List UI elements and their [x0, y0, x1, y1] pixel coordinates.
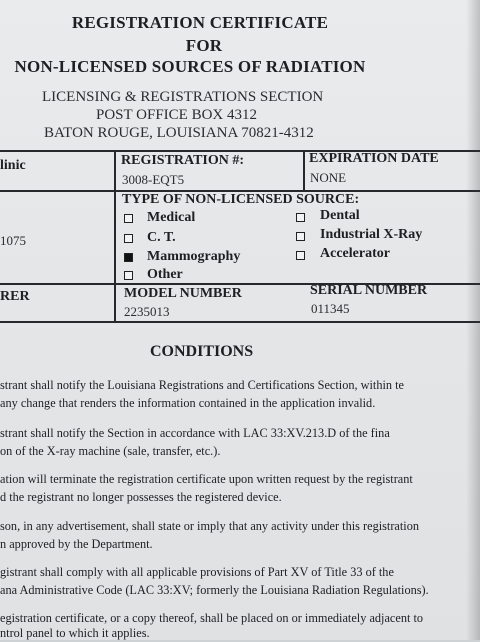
page-edge-shadow: [466, 0, 480, 640]
condition-1-line-2: any change that renders the information contained in the application invalid.: [0, 396, 376, 410]
form-column-divider-left: [114, 150, 116, 321]
address-line-2: POST OFFICE BOX 4312: [96, 107, 258, 123]
condition-4-line-2: n approved by the Department.: [0, 537, 153, 551]
expiration-date-value: NONE: [310, 170, 347, 185]
source-type-label: TYPE OF NON-LICENSED SOURCE:: [122, 192, 360, 207]
address-line-1: LICENSING & REGISTRATIONS SECTION: [42, 89, 324, 105]
accelerator-checkbox: [296, 251, 305, 260]
title-line-1: REGISTRATION CERTIFICATE: [71, 13, 329, 32]
condition-6-line-1: egistration certificate, or a copy thereof, shall be placed on or immediately adjacent to: [0, 611, 424, 625]
title-line-2: FOR: [185, 36, 223, 55]
condition-2-line-2: on of the X-ray machine (sale, transfer, etc.).: [0, 444, 221, 458]
dental-checkbox: [296, 213, 305, 222]
condition-5-line-2: ana Administrative Code (LAC 33:XV; formerly the Louisiana Radiation Regulations).: [0, 583, 429, 597]
industrial-xray-option-label: Industrial X-Ray: [320, 227, 423, 242]
mammography-checkbox: [124, 253, 133, 262]
condition-3-line-2: d the registrant no longer possesses the registered device.: [0, 490, 282, 504]
mammography-option-label: Mammography: [147, 249, 241, 264]
ct-option-label: C. T.: [147, 230, 176, 245]
condition-6-line-2: ntrol panel to which it applies.: [0, 626, 150, 640]
serial-number-value: 011345: [311, 301, 350, 316]
ct-checkbox: [124, 234, 133, 243]
form-bottom-border: [0, 321, 480, 323]
industrial-xray-checkbox: [296, 232, 305, 241]
manufacturer-label: RER: [0, 289, 30, 304]
clinic-label: linic: [0, 158, 26, 173]
medical-option-label: Medical: [147, 210, 196, 225]
other-checkbox: [124, 271, 133, 280]
medical-checkbox: [124, 214, 133, 223]
other-option-label: Other: [147, 267, 183, 282]
condition-4-line-1: son, in any advertisement, shall state or imply that any activity under this registration: [0, 519, 420, 533]
registration-number-value: 3008-EQT5: [122, 172, 185, 187]
serial-number-label: SERIAL NUMBER: [310, 283, 428, 298]
condition-2-line-1: strant shall notify the Section in accordance with LAC 33:XV.213.D of the fina: [0, 426, 390, 440]
model-number-label: MODEL NUMBER: [124, 286, 242, 301]
accelerator-option-label: Accelerator: [320, 246, 390, 261]
model-number-value: 2235013: [124, 304, 170, 319]
dental-option-label: Dental: [320, 208, 360, 223]
condition-1-line-1: strant shall notify the Louisiana Registrations and Certifications Section, within te: [0, 378, 405, 392]
address-fragment-value: 1075: [0, 233, 26, 248]
conditions-heading: CONDITIONS: [150, 343, 254, 360]
address-line-3: BATON ROUGE, LOUISIANA 70821-4312: [44, 125, 314, 141]
expiration-date-label: EXPIRATION DATE: [309, 151, 439, 166]
form-column-divider-right: [303, 150, 305, 190]
title-line-3: NON-LICENSED SOURCES OF RADIATION: [14, 57, 366, 76]
condition-3-line-1: ation will terminate the registration certificate upon written request by the registrant: [0, 472, 413, 486]
registration-number-label: REGISTRATION #:: [121, 153, 245, 168]
condition-5-line-1: gistrant shall comply with all applicable provisions of Part XV of Title 33 of the: [0, 565, 394, 579]
